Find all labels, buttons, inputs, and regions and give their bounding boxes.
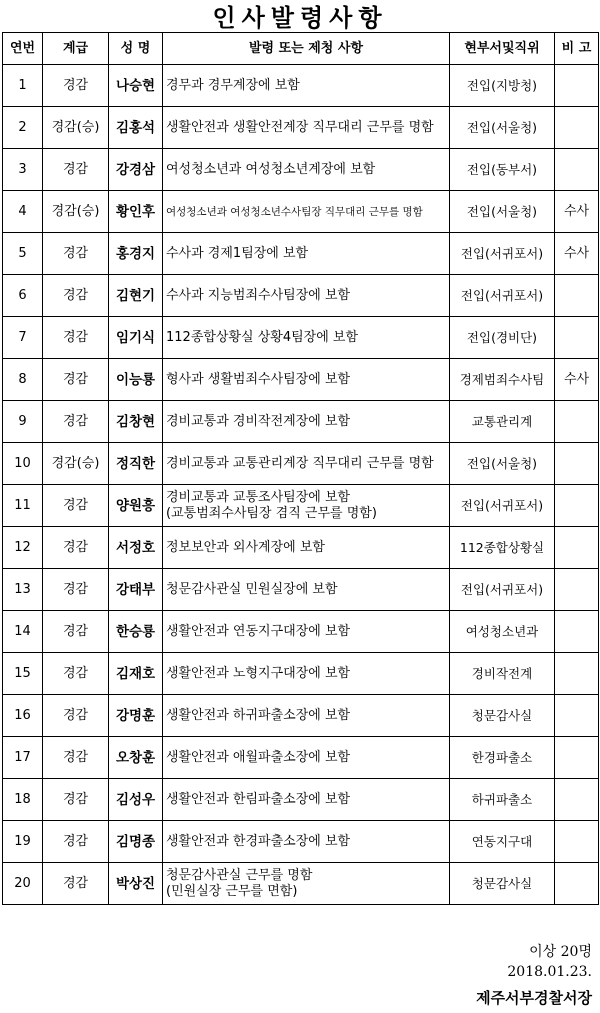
row-note	[555, 863, 599, 905]
row-note	[555, 695, 599, 737]
row-note	[555, 149, 599, 191]
row-rank: 경감(승)	[43, 443, 109, 485]
table-header-row	[3, 33, 599, 65]
row-no: 3	[3, 149, 43, 191]
footer-count: 이상 20명	[529, 944, 592, 960]
table-row	[3, 107, 599, 149]
row-name: 정직한	[109, 443, 163, 485]
row-rank: 경감	[43, 569, 109, 611]
row-note	[555, 107, 599, 149]
row-note: 수사	[555, 191, 599, 233]
row-desc	[163, 569, 450, 611]
footer-org: 제주서부경찰서장	[476, 989, 592, 1007]
table-row	[3, 443, 599, 485]
row-dest: 전입(동부서)	[450, 149, 555, 191]
row-rank: 경감	[43, 359, 109, 401]
row-dest: 전입(서울청)	[450, 443, 555, 485]
row-desc-line: 경무과 경무계장에 보함	[166, 77, 300, 93]
row-rank: 경감(승)	[43, 107, 109, 149]
row-desc	[163, 527, 450, 569]
row-dest: 여성청소년과	[450, 611, 555, 653]
row-name: 이능룡	[109, 359, 163, 401]
row-no: 16	[3, 695, 43, 737]
row-desc	[163, 65, 450, 107]
row-name: 서정호	[109, 527, 163, 569]
row-no: 18	[3, 779, 43, 821]
row-dest: 교통관리계	[450, 401, 555, 443]
row-no: 20	[3, 863, 43, 905]
row-rank: 경감	[43, 233, 109, 275]
row-desc-line: 생활안전과 생활안전계장 직무대리 근무를 명함	[166, 119, 434, 135]
row-no: 14	[3, 611, 43, 653]
row-no: 12	[3, 527, 43, 569]
header-rank: 계급	[43, 33, 109, 65]
row-desc	[163, 821, 450, 863]
row-dest: 경비작전계	[450, 653, 555, 695]
row-name: 김성우	[109, 779, 163, 821]
row-desc-line: 생활안전과 노형지구대장에 보함	[166, 665, 351, 681]
header-desc: 발령 또는 제청 사항	[163, 33, 450, 65]
header-name: 성 명	[109, 33, 163, 65]
row-name: 나승현	[109, 65, 163, 107]
row-desc	[163, 359, 450, 401]
table-row	[3, 317, 599, 359]
row-desc-line: 경비교통과 교통조사팀장에 보함	[166, 489, 351, 505]
row-desc-line: 생활안전과 하귀파출소장에 보함	[166, 707, 351, 723]
row-name: 강경삼	[109, 149, 163, 191]
row-desc-line: 여성청소년과 여성청소년계장에 보함	[166, 161, 376, 177]
row-name: 한승룡	[109, 611, 163, 653]
row-dest: 전입(서귀포서)	[450, 275, 555, 317]
row-name: 오창훈	[109, 737, 163, 779]
table-row	[3, 695, 599, 737]
table-row	[3, 779, 599, 821]
row-rank: 경감	[43, 485, 109, 527]
row-desc	[163, 863, 450, 905]
table-row	[3, 485, 599, 527]
row-note	[555, 611, 599, 653]
row-no: 9	[3, 401, 43, 443]
row-rank: 경감	[43, 611, 109, 653]
table-row	[3, 569, 599, 611]
row-name: 박상진	[109, 863, 163, 905]
row-name: 김홍석	[109, 107, 163, 149]
table-row	[3, 653, 599, 695]
row-rank: 경감	[43, 821, 109, 863]
row-dest: 전입(서울청)	[450, 107, 555, 149]
row-desc-line: 청문감사관실 민원실장에 보함	[166, 581, 338, 597]
row-dest: 연동지구대	[450, 821, 555, 863]
row-dest: 하귀파출소	[450, 779, 555, 821]
row-desc-line: 수사과 지능범죄수사팀장에 보함	[166, 287, 351, 303]
row-no: 2	[3, 107, 43, 149]
row-desc-line: 경비교통과 경비작전계장에 보함	[166, 413, 351, 429]
row-name: 강명훈	[109, 695, 163, 737]
row-rank: 경감(승)	[43, 191, 109, 233]
row-name: 김창현	[109, 401, 163, 443]
header-note: 비 고	[555, 33, 599, 65]
row-dest: 전입(서귀포서)	[450, 485, 555, 527]
row-rank: 경감	[43, 317, 109, 359]
row-dest: 경제범죄수사팀	[450, 359, 555, 401]
table-row	[3, 233, 599, 275]
row-note	[555, 569, 599, 611]
row-rank: 경감	[43, 401, 109, 443]
row-dest: 한경파출소	[450, 737, 555, 779]
row-no: 17	[3, 737, 43, 779]
table-row	[3, 737, 599, 779]
row-rank: 경감	[43, 695, 109, 737]
row-desc-line: 수사과 경제1팀장에 보함	[166, 245, 309, 261]
row-desc	[163, 485, 450, 527]
table-row	[3, 359, 599, 401]
row-note	[555, 443, 599, 485]
row-no: 6	[3, 275, 43, 317]
row-desc	[163, 275, 450, 317]
row-note	[555, 275, 599, 317]
row-desc	[163, 737, 450, 779]
row-no: 11	[3, 485, 43, 527]
row-no: 19	[3, 821, 43, 863]
table-row	[3, 527, 599, 569]
row-desc-line: 생활안전과 한림파출소장에 보함	[166, 791, 351, 807]
table-row	[3, 191, 599, 233]
row-rank: 경감	[43, 779, 109, 821]
row-desc	[163, 401, 450, 443]
row-no: 4	[3, 191, 43, 233]
personnel-table	[2, 32, 599, 905]
row-name: 황인후	[109, 191, 163, 233]
table-row	[3, 821, 599, 863]
row-note	[555, 737, 599, 779]
row-no: 5	[3, 233, 43, 275]
row-note	[555, 653, 599, 695]
table-row	[3, 275, 599, 317]
row-rank: 경감	[43, 863, 109, 905]
row-note	[555, 65, 599, 107]
table-row	[3, 65, 599, 107]
row-no: 15	[3, 653, 43, 695]
row-no: 1	[3, 65, 43, 107]
row-desc	[163, 317, 450, 359]
row-desc-line: 청문감사관실 근무를 명함	[166, 867, 313, 883]
row-no: 7	[3, 317, 43, 359]
row-dest: 전입(서귀포서)	[450, 569, 555, 611]
row-desc	[163, 191, 450, 233]
row-rank: 경감	[43, 527, 109, 569]
row-desc-line: 여성청소년과 여성청소년수사팀장 직무대리 근무를 명함	[166, 205, 423, 218]
row-name: 김재호	[109, 653, 163, 695]
row-rank: 경감	[43, 653, 109, 695]
row-desc	[163, 149, 450, 191]
header-no: 연번	[3, 33, 43, 65]
row-name: 김현기	[109, 275, 163, 317]
row-no: 8	[3, 359, 43, 401]
row-dest: 전입(서울청)	[450, 191, 555, 233]
row-name: 강태부	[109, 569, 163, 611]
row-note: 수사	[555, 233, 599, 275]
row-desc-line: (교통범죄수사팀장 겸직 근무를 명함)	[166, 505, 377, 521]
row-name: 김명종	[109, 821, 163, 863]
row-desc-line: 형사과 생활범죄수사팀장에 보함	[166, 371, 351, 387]
table-row	[3, 401, 599, 443]
row-dest: 전입(서귀포서)	[450, 233, 555, 275]
row-dest: 청문감사실	[450, 695, 555, 737]
row-dest: 전입(지방청)	[450, 65, 555, 107]
row-no: 13	[3, 569, 43, 611]
row-desc-line: (민원실장 근무를 면함)	[166, 883, 298, 899]
table-row	[3, 611, 599, 653]
row-desc	[163, 233, 450, 275]
page-title: 인사발령사항	[212, 4, 388, 32]
row-dest: 전입(경비단)	[450, 317, 555, 359]
row-note	[555, 779, 599, 821]
row-desc	[163, 107, 450, 149]
row-desc	[163, 695, 450, 737]
row-name: 홍경지	[109, 233, 163, 275]
footer-date: 2018.01.23.	[507, 964, 592, 980]
row-dest: 청문감사실	[450, 863, 555, 905]
table-body	[3, 65, 599, 905]
row-rank: 경감	[43, 737, 109, 779]
row-desc-line: 경비교통과 교통관리계장 직무대리 근무를 명함	[166, 455, 434, 471]
header-dest: 현부서및직위	[450, 33, 555, 65]
row-note	[555, 317, 599, 359]
row-note	[555, 401, 599, 443]
row-desc-line: 생활안전과 연동지구대장에 보함	[166, 623, 351, 639]
row-desc	[163, 611, 450, 653]
row-desc	[163, 653, 450, 695]
row-no: 10	[3, 443, 43, 485]
row-rank: 경감	[43, 65, 109, 107]
row-note	[555, 821, 599, 863]
row-note	[555, 485, 599, 527]
row-note	[555, 527, 599, 569]
row-dest: 112종합상황실	[450, 527, 555, 569]
row-rank: 경감	[43, 275, 109, 317]
row-name: 양원흥	[109, 485, 163, 527]
table-row	[3, 149, 599, 191]
table-row	[3, 863, 599, 905]
row-note: 수사	[555, 359, 599, 401]
row-desc	[163, 443, 450, 485]
row-rank: 경감	[43, 149, 109, 191]
row-desc-line: 생활안전과 애월파출소장에 보함	[166, 749, 351, 765]
row-desc-line: 112종합상황실 상황4팀장에 보함	[166, 329, 359, 345]
row-desc	[163, 779, 450, 821]
row-desc-line: 생활안전과 한경파출소장에 보함	[166, 833, 351, 849]
row-name: 임기식	[109, 317, 163, 359]
row-desc-line: 정보보안과 외사계장에 보함	[166, 539, 325, 555]
